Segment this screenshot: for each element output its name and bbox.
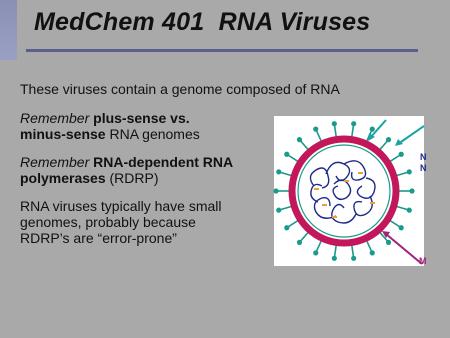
- slide-accent-bar: [0, 0, 17, 60]
- spike-head: [386, 137, 391, 142]
- spike-head: [386, 240, 391, 245]
- spike-head: [399, 152, 404, 157]
- title-underline: [26, 49, 418, 52]
- spike-head: [351, 256, 356, 261]
- bullet-error-line1: RNA viruses typically have small: [20, 198, 222, 214]
- bullet-rdrp-italic: Remember: [20, 154, 94, 170]
- spike-head: [284, 152, 289, 157]
- virus-diagram: [274, 116, 427, 266]
- nucleocapsid-protein: [314, 188, 319, 190]
- arrow-upper-right: [398, 126, 424, 144]
- figure-label-bottom: M: [419, 256, 427, 266]
- spike-head: [332, 121, 337, 126]
- nucleocapsid-protein: [370, 202, 375, 204]
- nucleocapsid-protein: [344, 180, 349, 182]
- nucleocapsid-protein: [332, 216, 337, 218]
- bullet-sense-italic: Remember: [20, 110, 94, 126]
- bullet-genome: These viruses contain a genome composed of RNA: [20, 81, 340, 97]
- bullet-sense-bold1: plus-sense vs.: [93, 110, 190, 126]
- spike-head: [370, 127, 375, 132]
- spike-head: [297, 137, 302, 142]
- bullet-error-prone: [20, 198, 270, 246]
- spike-head: [297, 240, 302, 245]
- spike-head: [409, 188, 414, 193]
- slide-title: MedChem 401 RNA Viruses: [34, 8, 371, 36]
- spike-head: [407, 208, 412, 213]
- spike-head: [276, 208, 281, 213]
- arrow-bottom: [386, 234, 422, 264]
- bullet-sense: [20, 110, 270, 142]
- bullet-rdrp-line2: [20, 170, 270, 186]
- figure-label-top: N: [420, 152, 427, 162]
- spike-head: [273, 188, 278, 193]
- spike-head: [370, 250, 375, 255]
- bullet-sense-line1: [20, 110, 270, 126]
- spike-head: [313, 127, 318, 132]
- virus-diagram-svg: [274, 116, 427, 266]
- bullet-error-line2: genomes, probably because: [20, 214, 196, 230]
- viral-envelope: [292, 139, 396, 243]
- bullet-rdrp-bold2: polymerases: [20, 170, 106, 186]
- bullet-sense-line2: [20, 126, 270, 142]
- bullet-error-line3: RDRP’s are “error-prone”: [20, 230, 177, 246]
- bullet-sense-plain: RNA genomes: [105, 126, 200, 142]
- bullet-sense-bold2: minus-sense: [20, 126, 106, 142]
- spike-head: [284, 225, 289, 230]
- bullet-rdrp: [20, 154, 270, 186]
- spike-head: [407, 169, 412, 174]
- nucleocapsid-protein: [322, 204, 327, 206]
- figure-label-mid: N: [420, 163, 427, 173]
- rna-genome: [310, 161, 375, 223]
- spike-head: [399, 225, 404, 230]
- spike-head: [276, 169, 281, 174]
- spike-head: [351, 121, 356, 126]
- bullet-rdrp-line1: [20, 154, 270, 170]
- nucleocapsid-protein: [358, 172, 363, 174]
- spike-head: [313, 250, 318, 255]
- spike-head: [332, 256, 337, 261]
- bullet-rdrp-bold1: RNA-dependent RNA: [93, 154, 234, 170]
- bullet-rdrp-plain: (RDRP): [105, 170, 159, 186]
